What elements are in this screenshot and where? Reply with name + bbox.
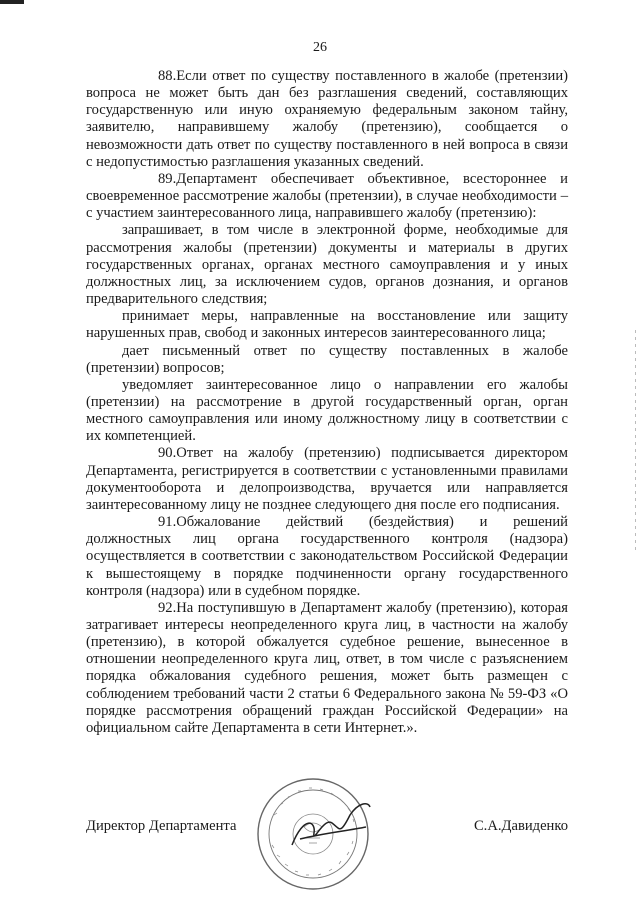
document-body bbox=[86, 68, 568, 737]
scan-edge-mark bbox=[0, 0, 24, 4]
scan-edge-line bbox=[635, 330, 636, 550]
official-seal-icon bbox=[254, 775, 372, 893]
paragraph-number: 89. bbox=[158, 170, 177, 187]
paragraph-text: запрашивает, в том числе в электронной форме, необходимые для рассмотрения жалобы (претензии) документы и материалы в других государственных органах, органах местного самоуправления и у иных должностных лиц, за исключением судов, органов дознания, и органов предварительного следствия; bbox=[86, 222, 568, 308]
document-paragraph bbox=[86, 514, 568, 600]
paragraph-text: Обжалование действий (бездействия) и решений должностных лиц органа государственного контроля (надзора) осуществляется в соответствии с законодательством Российской Федерации к вышестоящему в порядке подчиненности органу государственного контроля (надзора) или в судебном порядке. bbox=[86, 514, 568, 599]
paragraph-text: Ответ на жалобу (претензию) подписывается директором Департамента, регистрируется в соответствии с установленными правилами документооборота и делопроизводства, вручается или направляется заинтересованному лицу не позднее следующего дня после его подписания. bbox=[86, 445, 568, 513]
paragraph-number: 92. bbox=[158, 599, 177, 616]
paragraph-number: 91. bbox=[158, 514, 177, 531]
paragraph-text: дает письменный ответ по существу поставленных в жалобе (претензии) вопросов; bbox=[86, 342, 568, 376]
paragraph-text: уведомляет заинтересованное лицо о направлении его жалобы (претензии) на рассмотрение в другой государственный орган, орган местного самоуправления или иному должностному лицу в соответствии с их компетенцией. bbox=[86, 376, 568, 445]
handwritten-signature bbox=[292, 804, 370, 845]
document-paragraph bbox=[86, 445, 568, 514]
paragraph-text: На поступившую в Департамент жалобу (претензию), которая затрагивает интересы неопределенного круга лиц, в частности на жалобу (претензию), в которой обжалуется судебное решение, вынесенное в отношении неопределенного круга лиц, ответ, в том числе с разъяснением порядка обжалования судебного решения, может быть размещен с соблюдением требований части 2 статьи 6 Федерального закона № 59-ФЗ «О порядке рассмотрения обращений граждан Российской Федерации» на официальном сайте Департамента в сети Интернет.». bbox=[86, 599, 568, 736]
paragraph-text: Департамент обеспечивает объективное, всестороннее и своевременное рассмотрение жалобы (претензии), в случае необходимости – с участием заинтересованного лица, направившего жалобу (претензию): bbox=[86, 170, 568, 222]
signatory-title: Директор Департамента bbox=[86, 818, 237, 834]
document-paragraph bbox=[86, 600, 568, 737]
document-paragraph bbox=[86, 222, 568, 308]
document-paragraph bbox=[86, 343, 568, 377]
paragraph-text: Если ответ по существу поставленного в жалобе (претензии) вопроса не может быть дан без разглашения сведений, составляющих государственную или иную охраняемую федеральным законом тайну, заявителю, направившему жалобу (претензию), сообщается о невозможности дать ответ по существу поставленного в ней вопроса в связи с недопустимостью разглашения указанных сведений. bbox=[86, 68, 568, 170]
document-paragraph bbox=[86, 377, 568, 446]
signatory-name: С.А.Давиденко bbox=[473, 818, 568, 834]
paragraph-text: принимает меры, направленные на восстановление или защиту нарушенных прав, свобод и законных интересов заинтересованного лица; bbox=[86, 308, 568, 342]
document-paragraph bbox=[86, 308, 568, 342]
document-paragraph bbox=[86, 68, 568, 171]
paragraph-number: 88. bbox=[158, 68, 177, 84]
page-number: 26 bbox=[313, 40, 327, 55]
document-paragraph bbox=[86, 171, 568, 222]
paragraph-number: 90. bbox=[158, 445, 177, 462]
